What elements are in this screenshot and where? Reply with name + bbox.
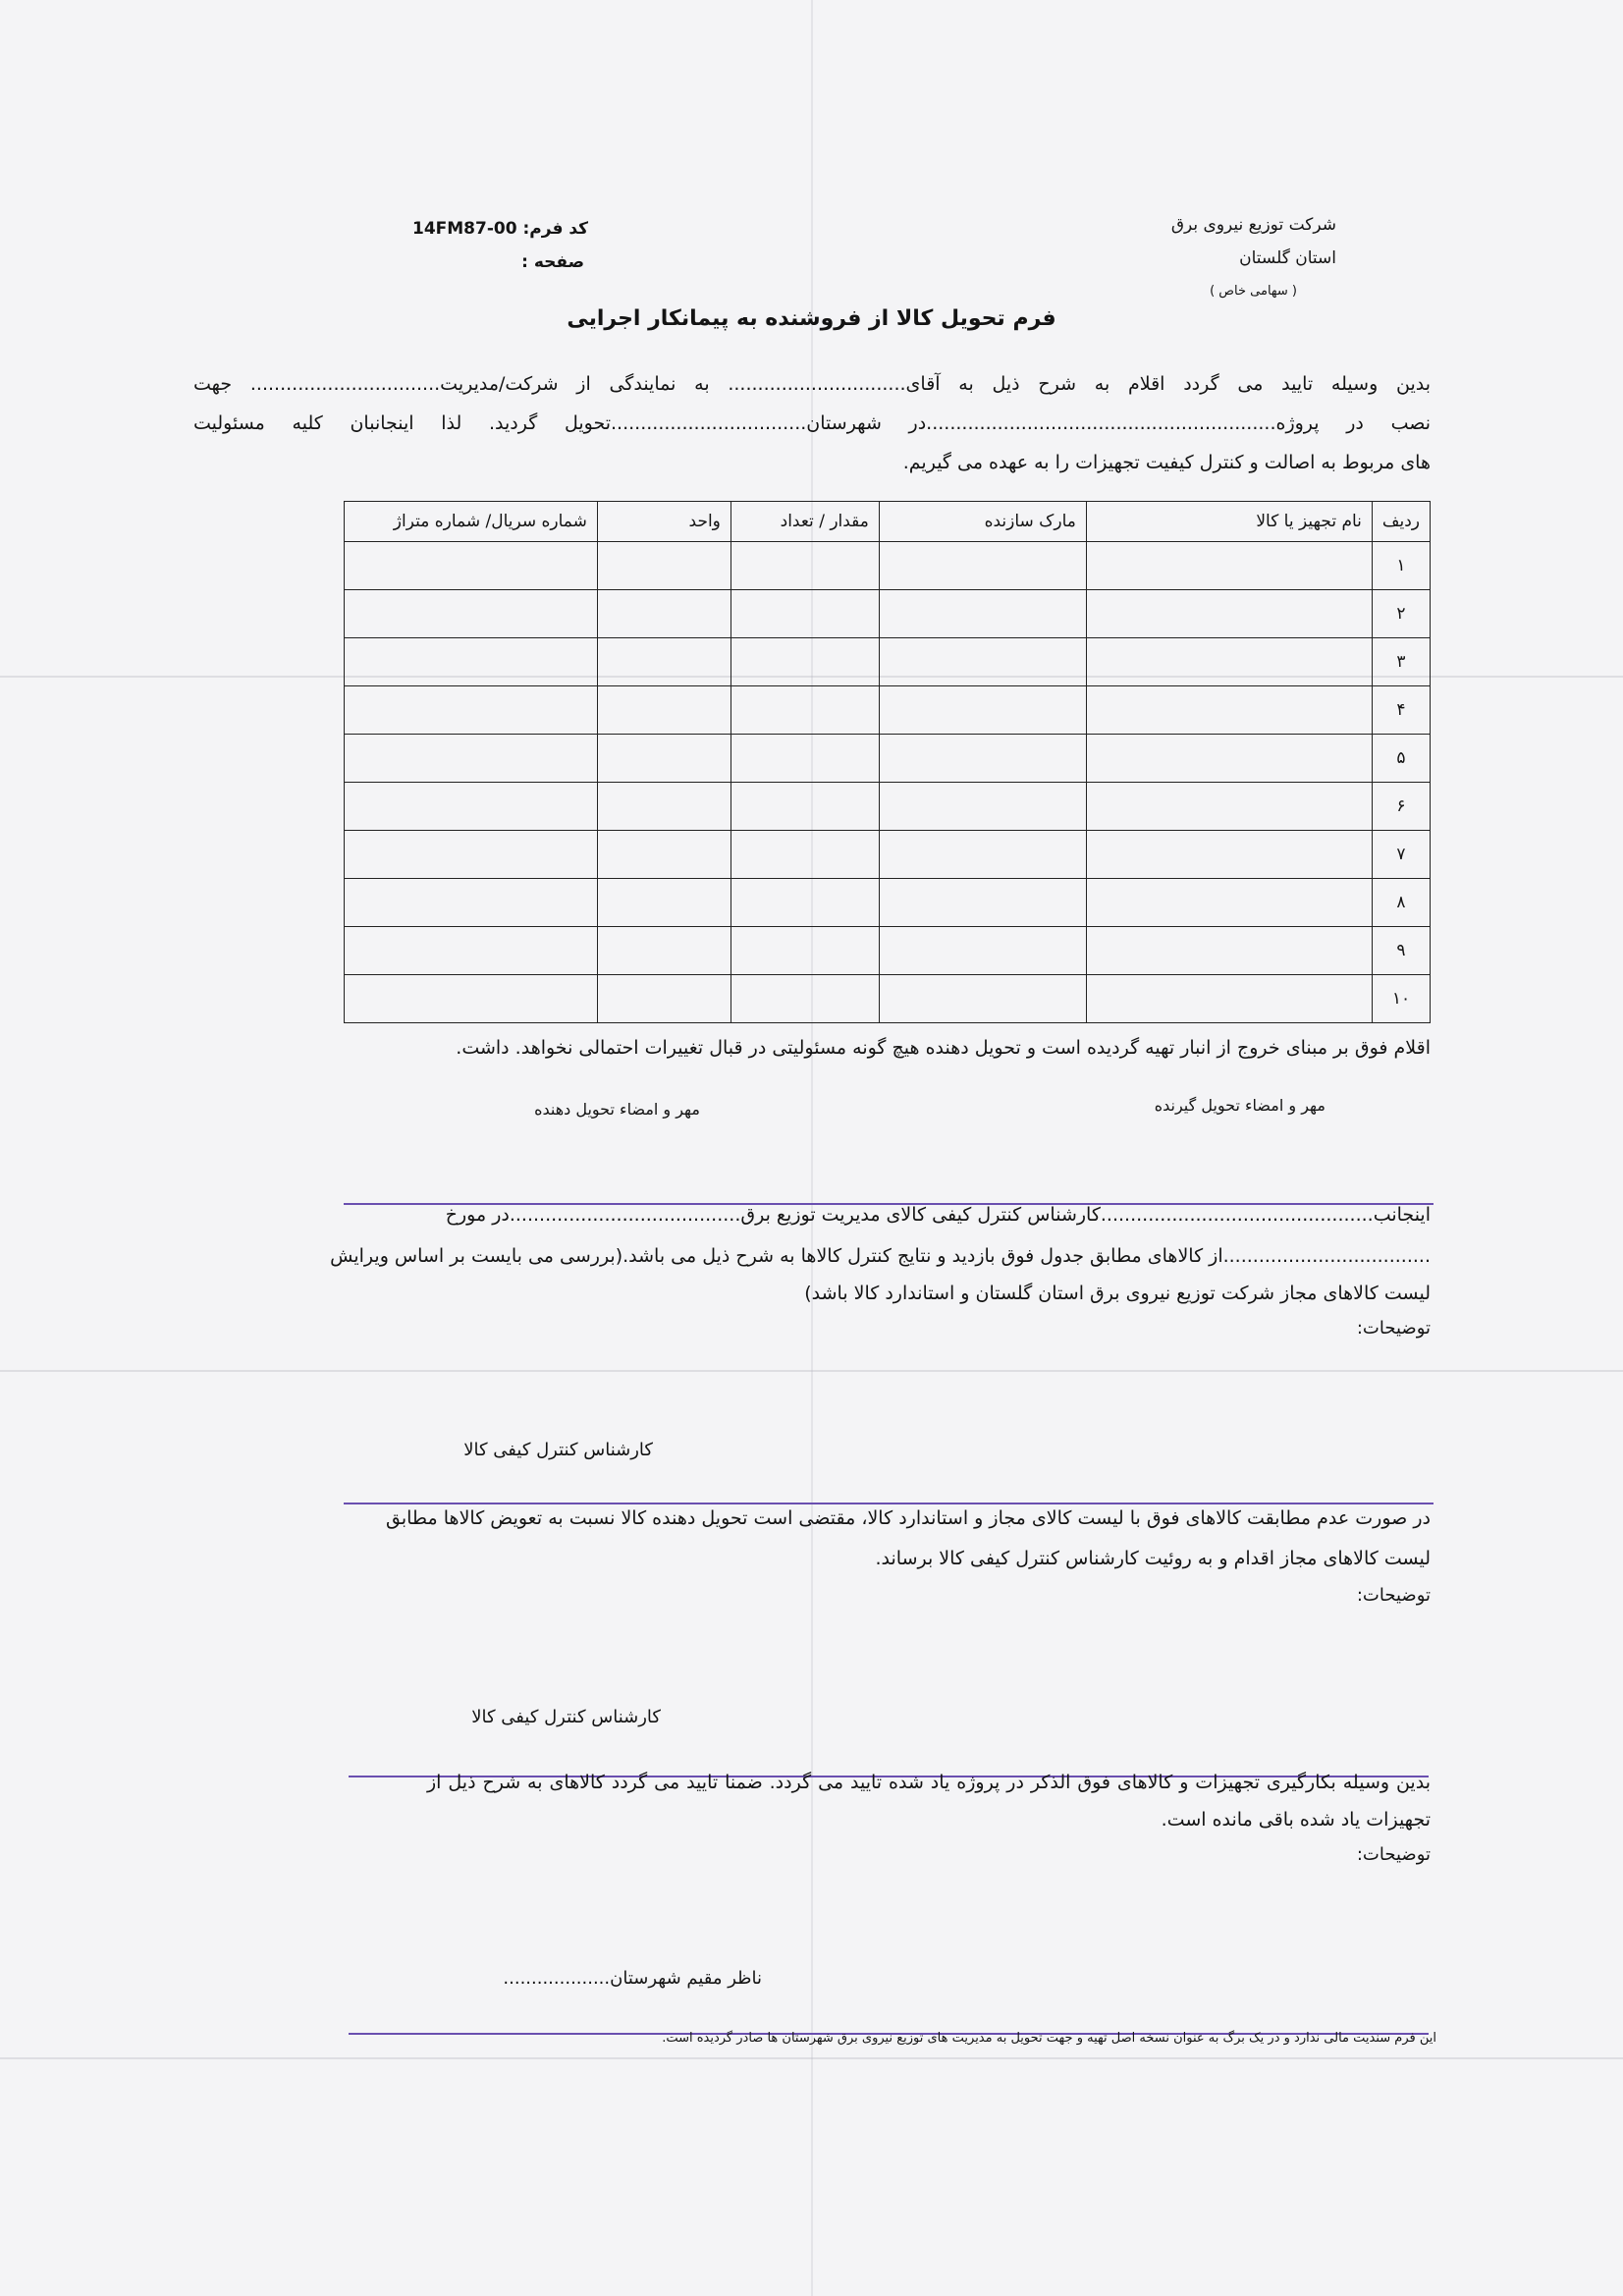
cell-item-name[interactable] <box>1086 783 1372 831</box>
usage-line-1: بدین وسیله بکارگیری تجهیزات و کالاهای فوق الذکر در پروژه یاد شده تایید می گردد. ضمنا تایید می گردد کالاهای به شرح ذیل از <box>427 1772 1431 1793</box>
form-code-value: 14FM87-00 <box>412 219 517 239</box>
cell-serial[interactable] <box>345 783 598 831</box>
cell-item-name[interactable] <box>1086 879 1372 927</box>
table-row <box>345 542 1431 590</box>
cell-quantity[interactable] <box>730 638 879 686</box>
mismatch-signer-label: کارشناس کنترل کیفی کالا <box>471 1707 661 1727</box>
cell-serial[interactable] <box>345 735 598 783</box>
cell-serial[interactable] <box>345 927 598 975</box>
company-province: استان گلستان <box>1239 248 1336 268</box>
cell-brand[interactable] <box>879 542 1086 590</box>
col-header-quantity: مقدار / تعداد <box>730 502 879 542</box>
qc-line-3: لیست کالاهای مجاز شرکت توزیع نیروی برق استان گلستان و استاندارد کالا باشد) <box>804 1283 1431 1304</box>
cell-unit[interactable] <box>597 879 730 927</box>
mismatch-notes-label: توضیحات: <box>1356 1585 1431 1606</box>
cell-quantity[interactable] <box>730 831 879 879</box>
table-row <box>345 879 1431 927</box>
cell-brand[interactable] <box>879 735 1086 783</box>
form-code-block <box>412 212 588 279</box>
company-block <box>1171 208 1336 308</box>
qc-line-2: ...................................از کالاهای مطابق جدول فوق بازدید و نتایج کنترل کالاها به شرح ذیل می باشد.(بررسی می بایست بر اساس ویرایش <box>330 1245 1431 1267</box>
cell-brand[interactable] <box>879 927 1086 975</box>
col-header-serial: شماره سریال/ شماره متراژ <box>345 502 598 542</box>
cell-brand[interactable] <box>879 879 1086 927</box>
table-row <box>345 590 1431 638</box>
table-header-row <box>345 502 1431 542</box>
table-row <box>345 831 1431 879</box>
table-row <box>345 638 1431 686</box>
row-number: ۸ <box>1372 879 1430 927</box>
cell-brand[interactable] <box>879 783 1086 831</box>
page-label: صفحه : <box>521 252 585 272</box>
mismatch-line-2: لیست کالاهای مجاز اقدام و به روئیت کارشناس کنترل کیفی کالا برساند. <box>875 1548 1431 1569</box>
row-number: ۵ <box>1372 735 1430 783</box>
paper-fold-line <box>811 0 813 2296</box>
cell-unit[interactable] <box>597 927 730 975</box>
cell-unit[interactable] <box>597 590 730 638</box>
cell-brand[interactable] <box>879 831 1086 879</box>
cell-item-name[interactable] <box>1086 831 1372 879</box>
cell-brand[interactable] <box>879 686 1086 735</box>
cell-brand[interactable] <box>879 590 1086 638</box>
row-number: ۱ <box>1372 542 1430 590</box>
row-number: ۳ <box>1372 638 1430 686</box>
cell-unit[interactable] <box>597 975 730 1023</box>
cell-item-name[interactable] <box>1086 927 1372 975</box>
cell-serial[interactable] <box>345 879 598 927</box>
cell-unit[interactable] <box>597 638 730 686</box>
cell-quantity[interactable] <box>730 927 879 975</box>
row-number: ۹ <box>1372 927 1430 975</box>
cell-unit[interactable] <box>597 783 730 831</box>
table-row <box>345 735 1431 783</box>
deliverer-signature-label: مهر و امضاء تحویل دهنده <box>534 1100 700 1119</box>
table-row <box>345 686 1431 735</box>
receiver-signature-label: مهر و امضاء تحویل گیرنده <box>1154 1096 1325 1115</box>
col-header-row-number: ردیف <box>1372 502 1430 542</box>
table-row <box>345 783 1431 831</box>
cell-serial[interactable] <box>345 638 598 686</box>
items-table <box>344 501 1431 1023</box>
cell-unit[interactable] <box>597 831 730 879</box>
usage-notes-label: توضیحات: <box>1356 1844 1431 1865</box>
cell-serial[interactable] <box>345 975 598 1023</box>
cell-item-name[interactable] <box>1086 590 1372 638</box>
cell-quantity[interactable] <box>730 879 879 927</box>
company-type: ( سهامی خاص ) <box>1210 284 1297 299</box>
row-number: ۲ <box>1372 590 1430 638</box>
usage-line-2: تجهیزات یاد شده باقی مانده است. <box>1161 1809 1431 1831</box>
cell-quantity[interactable] <box>730 783 879 831</box>
cell-serial[interactable] <box>345 686 598 735</box>
col-header-unit: واحد <box>597 502 730 542</box>
qc-signer-label: کارشناس کنترل کیفی کالا <box>463 1440 653 1460</box>
row-number: ۷ <box>1372 831 1430 879</box>
cell-item-name[interactable] <box>1086 542 1372 590</box>
mismatch-line-1: در صورت عدم مطابقت کالاهای فوق با لیست کالای مجاز و استاندارد کالا، مقتضی است تحویل دهنده کالا نسبت به تعویض کالاها مطابق <box>386 1507 1431 1529</box>
form-code-label: کد فرم: <box>522 219 589 239</box>
qc-notes-label: توضیحات: <box>1356 1318 1431 1339</box>
cell-item-name[interactable] <box>1086 735 1372 783</box>
intro-line-2: نصب در پروژه...........................................................در شهرستان.................................تحویل گردید. لذا اینجانبان کلیه مسئولیت <box>193 412 1431 434</box>
cell-quantity[interactable] <box>730 735 879 783</box>
cell-quantity[interactable] <box>730 542 879 590</box>
table-row <box>345 927 1431 975</box>
col-header-item-name: نام تجهیز یا کالا <box>1086 502 1372 542</box>
cell-brand[interactable] <box>879 975 1086 1023</box>
intro-line-3: های مربوط به اصالت و کنترل کیفیت تجهیزات را به عهده می گیریم. <box>902 452 1431 473</box>
company-name: شرکت توزیع نیروی برق <box>1170 215 1336 235</box>
cell-serial[interactable] <box>345 590 598 638</box>
footnote: این فرم سندیت مالی ندارد و در یک برگ به عنوان نسخه اصل تهیه و جهت تحویل به مدیریت های توزیع نیروی برق شهرستان ها صادر گردیده است. <box>662 2031 1436 2046</box>
after-table-note: اقلام فوق بر مبنای خروج از انبار تهیه گردیده است و تحویل دهنده هیچ گونه مسئولیتی در قبال تغییرات احتمالی نخواهد. داشت. <box>456 1037 1431 1059</box>
cell-unit[interactable] <box>597 542 730 590</box>
table-row <box>345 975 1431 1023</box>
col-header-brand: مارک سازنده <box>879 502 1086 542</box>
cell-serial[interactable] <box>345 831 598 879</box>
form-title: فرم تحویل کالا از فروشنده به پیمانکار اجرایی <box>567 306 1056 331</box>
cell-unit[interactable] <box>597 735 730 783</box>
cell-quantity[interactable] <box>730 686 879 735</box>
section-divider <box>344 1503 1434 1504</box>
row-number: ۴ <box>1372 686 1430 735</box>
cell-unit[interactable] <box>597 686 730 735</box>
row-number: ۱۰ <box>1372 975 1430 1023</box>
cell-item-name[interactable] <box>1086 975 1372 1023</box>
row-number: ۶ <box>1372 783 1430 831</box>
cell-item-name[interactable] <box>1086 638 1372 686</box>
cell-brand[interactable] <box>879 638 1086 686</box>
intro-line-1: بدین وسیله تایید می گردد اقلام به شرح ذیل به آقای.............................. به نمایندگی از شرکت/مدیریت................................ جهت <box>193 373 1431 395</box>
cell-item-name[interactable] <box>1086 686 1372 735</box>
cell-quantity[interactable] <box>730 590 879 638</box>
cell-serial[interactable] <box>345 542 598 590</box>
cell-quantity[interactable] <box>730 975 879 1023</box>
qc-line-1: اینجانب..............................................کارشناس کنترل کیفی کالای مدیریت توزیع برق.......................................در مورخ <box>445 1204 1431 1226</box>
usage-signer-label: ناظر مقیم شهرستان................... <box>503 1968 762 1989</box>
